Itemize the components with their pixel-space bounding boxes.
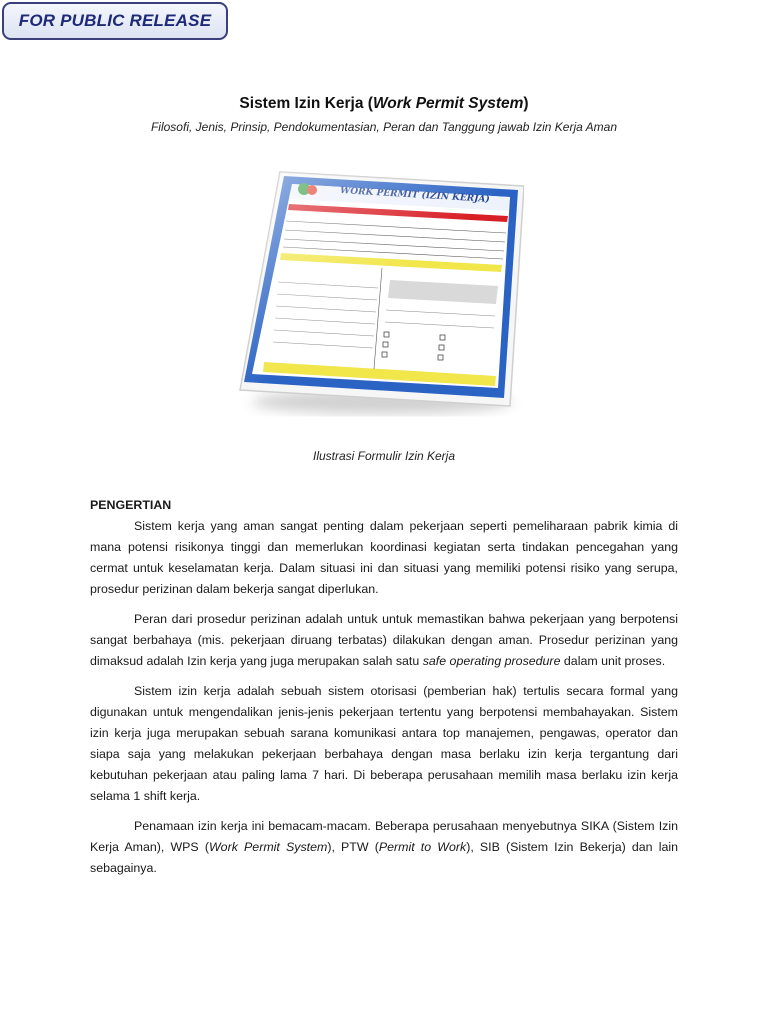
paragraph-2-post: dalam unit proses.: [560, 654, 666, 668]
public-release-badge: FOR PUBLIC RELEASE: [2, 2, 228, 40]
document-body: [90, 495, 678, 888]
title-italic: Work Permit System: [372, 95, 524, 112]
paragraph-4-part-1: Penamaan izin kerja ini bemacam-macam. Beberapa perusahaan menyebutnya SIKA (Sistem Izin Kerja Aman), WPS (: [90, 819, 678, 854]
paragraph-3: Sistem izin kerja adalah sebuah sistem otorisasi (pemberian hak) tertulis secara formal yang digunakan untuk mengendalikan jenis-jenis pekerjaan tertentu yang berpotensi membahayakan. Sistem izin kerja juga merupakan sebuah sarana komunikasi antara top manajemen, pengawas, operator dan siapa saja yang melakukan pekerjaan berbahaya dengan masa berlaku izin kerja tergantung dari kebutuhan pekerjaan atau paling lama 7 hari. Di beberapa perusahaan memilih masa berlaku izin kerja selama 1 shift kerja.: [90, 684, 678, 803]
paragraph-2: [90, 609, 678, 672]
paragraph-4-italic-1: Work Permit System: [208, 840, 328, 854]
paragraph-4-part-3: ), SIB (Sistem Izin Bekerja) dan lain sebagainya.: [90, 840, 679, 875]
section-heading: PENGERTIAN: [90, 498, 172, 512]
paragraph-4-part-2: ), PTW (: [327, 840, 379, 854]
document-title: [0, 95, 768, 113]
paragraph-2-pre: Peran dari prosedur perizinan adalah untuk untuk memastikan bahwa pekerjaan yang berpotensi sangat berbahaya (mis. pekerjaan diruang terbatas) dilakukan dengan aman. Prosedur perizinan yang dimaksud adalah Izin kerja yang juga merupakan salah satu: [90, 612, 678, 668]
title-main: Sistem Izin Kerja (: [239, 95, 373, 112]
paragraph-4: [90, 816, 678, 879]
paragraph-4-italic-2: Permit to Work: [378, 840, 467, 854]
title-close: ): [523, 95, 529, 112]
document-subtitle: Filosofi, Jenis, Prinsip, Pendokumentasian, Peran dan Tanggung jawab Izin Kerja Aman: [150, 120, 618, 134]
paragraph-1: Sistem kerja yang aman sangat penting dalam pekerjaan seperti pemeliharaan pabrik kimia di mana potensi risikonya tinggi dan memerlukan koordinasi kegiatan serta tindakan pencegahan yang cermat untuk keselamatan kerja. Dalam situasi ini dan situasi yang memiliki potensi risiko yang serupa, prosedur perizinan dalam bekerja sangat diperlukan.: [90, 519, 678, 596]
figure-caption: Ilustrasi Formulir Izin Kerja: [312, 449, 456, 463]
paragraph-2-italic: safe operating prosedure: [422, 654, 561, 668]
work-permit-form-illustration: [228, 160, 524, 418]
